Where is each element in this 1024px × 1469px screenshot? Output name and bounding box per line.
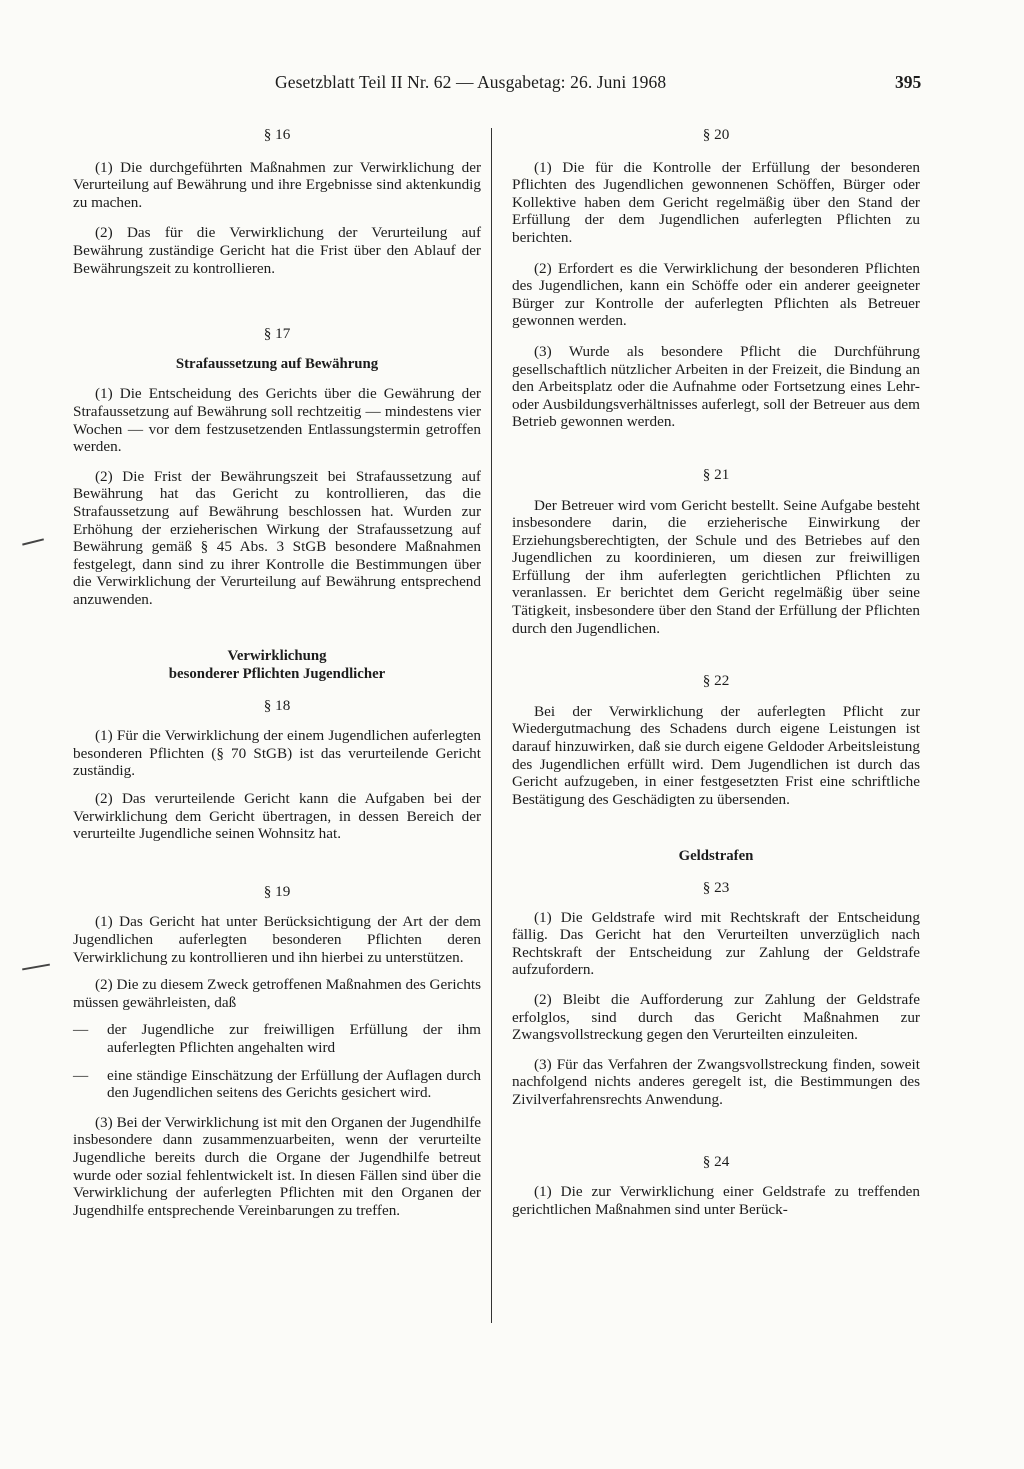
section-19-list-item-2 (73, 1067, 481, 1102)
margin-mark (22, 964, 50, 970)
section-16-paragraph-2: (2) Das für die Verwirklichung der Verurteilung auf Bewährung zuständige Gericht hat die Frist über den Ablauf der Bewährungszeit zu kontrollieren. (73, 224, 481, 277)
section-19-list-item-1 (73, 1021, 481, 1056)
left-column (73, 126, 481, 1219)
list-dash: — (73, 1021, 89, 1039)
section-17-number: § 17 (263, 325, 291, 343)
section-22-paragraph-1: Bei der Verwirklichung der auferlegten Pflicht zur Wiedergutmachung des Schadens durch eigene Leistungen ist darauf hinzuwirken, daß sie durch eigene Geldoder Arbeitsleistung des Jugendlichen erfüllt wird. Dem Jugendlichen ist durch das Gericht aufzugeben, in einer festgesetzten Frist eine schriftliche Bestätigung des Geschädigten zu übersenden. (512, 702, 920, 808)
list-item-text: eine ständige Einschätzung der Erfüllung der Auflagen durch den Jugendlichen seitens des Gerichts gesichert wird. (107, 1066, 481, 1102)
section-22-number: § 22 (702, 672, 730, 690)
section-21-paragraph-1: Der Betreuer wird vom Gericht bestellt. Seine Aufgabe besteht insbesondere darin, die erzieherische Einwirkung der Erziehungsberechtigten, der Schule und des Betriebes auf den Jugendlichen zu koordinieren, um diesen zur freiwilligen Erfüllung der ihm auferlegten gerichtlichen Pflichten zu veranlassen. Er berichtet dem Gericht regelmäßig über seine Tätigkeit, insbesondere über den Stand der Erfüllung der Pflichten durch den Jugendlichen. (512, 496, 920, 637)
section-20-number: § 20 (702, 126, 730, 143)
section-19-paragraph-2: (2) Die zu diesem Zweck getroffenen Maßnahmen des Gerichts müssen gewährleisten, daß (73, 976, 482, 1011)
right-column (512, 126, 920, 1218)
section-20-paragraph-1: (1) Die für die Kontrolle der Erfüllung der besonderen Pflichten des Jugendlichen gewonnenen Schöffen, Bürger oder Kollektive haben dem Gericht regelmäßig über den Stand der Erfüllung der dem Jugendlichen auferlegten Pflichten zu berichten. (512, 158, 920, 246)
chapter-title: Geldstrafen (678, 848, 754, 865)
header-title: Gesetzblatt Teil II Nr. 62 — Ausgabetag: 26. Juni 1968 (275, 72, 667, 92)
column-divider (491, 128, 492, 1323)
section-17-title: Strafaussetzung auf Bewährung (175, 355, 379, 372)
section-20-paragraph-3: (3) Wurde als besondere Pflicht die Durchführung gesellschaftlich nützlicher Arbeiten in der Freizeit, die Bindung an den Arbeitsplatz oder die Aufnahme oder Fortsetzung eines Lehr- oder Ausbildungsverhältnisses auferlegt, soll der Betreuer aus dem Betrieb gewonnen werden. (512, 342, 920, 431)
section-17-paragraph-2: (2) Die Frist der Bewährungszeit bei Strafaussetzung auf Bewährung hat das Gericht zu kontrollieren, das die Strafaussetzung auf Bewährung beschlossen hat. Wurden zur Erhöhung der erzieherischen Wirkung der Strafaussetzung auf Bewährung gemäß § 45 Abs. 3 StGB besondere Maßnahmen festgelegt, dann sind zu ihrer Kontrolle die Bestimmungen über die Verwirklichung der Verurteilung auf Bewährung entsprechend anzuwenden. (73, 467, 481, 608)
section-16-paragraph-1: (1) Die durchgeführten Maßnahmen zur Verwirklichung der Verurteilung auf Bewährung und ihre Ergebnisse sind aktenkundig zu machen. (73, 158, 481, 211)
section-24-paragraph-1: (1) Die zur Verwirklichung einer Geldstrafe zu treffenden gerichtlichen Maßnahmen sind unter Berück- (512, 1183, 920, 1218)
section-18-number: § 18 (263, 696, 291, 714)
list-item-text: der Jugendliche zur freiwilligen Erfüllung der ihm auferlegten Pflichten angehalten wird (107, 1021, 481, 1056)
list-dash: — (73, 1066, 89, 1084)
section-23-number: § 23 (702, 879, 730, 896)
section-24-number: § 24 (702, 1152, 730, 1170)
section-20-paragraph-2: (2) Erfordert es die Verwirklichung der besonderen Pflichten des Jugendlichen, kann ein Schöffe oder ein anderer geeigneter Bürger zur Kontrolle der auferlegten Pflichten als Betreuer gewonnen werden. (512, 259, 920, 330)
chapter-title-line-1: Verwirklichung (227, 648, 327, 665)
section-23-paragraph-3: (3) Für das Verfahren der Zwangsvollstreckung finden, soweit nachfolgend nichts anderes geregelt ist, die Bestimmungen des Zivilverfahrensrechts Anwendung. (512, 1055, 920, 1108)
section-18-paragraph-1: (1) Für die Verwirklichung der einem Jugendlichen auferlegten besonderen Pflichten (§ 70 StGB) ist das verurteilende Gericht zuständig. (73, 727, 481, 780)
section-23-paragraph-1: (1) Die Geldstrafe wird mit Rechtskraft der Entscheidung fällig. Das Gericht hat den Verurteilten unverzüglich nach Rechtskraft der Entscheidung zur Zahlung der Geldstrafe aufzufordern. (512, 908, 920, 979)
section-19-paragraph-1: (1) Das Gericht hat unter Berücksichtigung der Art der dem Jugendlichen auferlegten besonderen Pflichten deren Verwirklichung zu kontrollieren und ihn hierbei zu unterstützen. (73, 913, 481, 966)
section-19-number: § 19 (263, 882, 291, 900)
page-number: 395 (895, 72, 922, 92)
section-16-number: § 16 (263, 126, 291, 143)
section-19-paragraph-3: (3) Bei der Verwirklichung ist mit den Organen der Jugendhilfe insbesondere dann zusammenzuarbeiten, wenn der verurteilte Jugendliche bereits durch die Organe der Jugendhilfe betreut wurde oder sozial fehlentwickelt ist. In diesen Fällen sind über die Verwirklichung der auferlegten Pflichten mit den Organen der Jugendhilfe entsprechende Vereinbarungen zu treffen. (73, 1113, 481, 1219)
margin-mark (22, 538, 44, 545)
page-header (0, 72, 1024, 96)
section-17-paragraph-1: (1) Die Entscheidung des Gerichts über die Gewährung der Strafaussetzung auf Bewährung soll rechtzeitig — mindestens vier Wochen — vor dem festzusetzenden Entlassungstermin getroffen werden. (73, 385, 481, 456)
section-18-paragraph-2: (2) Das verurteilende Gericht kann die Aufgaben bei der Verwirklichung dem Gericht übertragen, in dessen Bereich der verurteilte Jugendliche seinen Wohnsitz hat. (73, 790, 481, 843)
section-21-number: § 21 (702, 465, 730, 483)
section-23-paragraph-2: (2) Bleibt die Aufforderung zur Zahlung der Geldstrafe erfolglos, sind durch das Gericht Maßnahmen zur Zwangsvollstreckung gegen den Verurteilten einzuleiten. (512, 990, 920, 1044)
chapter-title-line-2: besonderer Pflichten Jugendlicher (168, 666, 386, 683)
